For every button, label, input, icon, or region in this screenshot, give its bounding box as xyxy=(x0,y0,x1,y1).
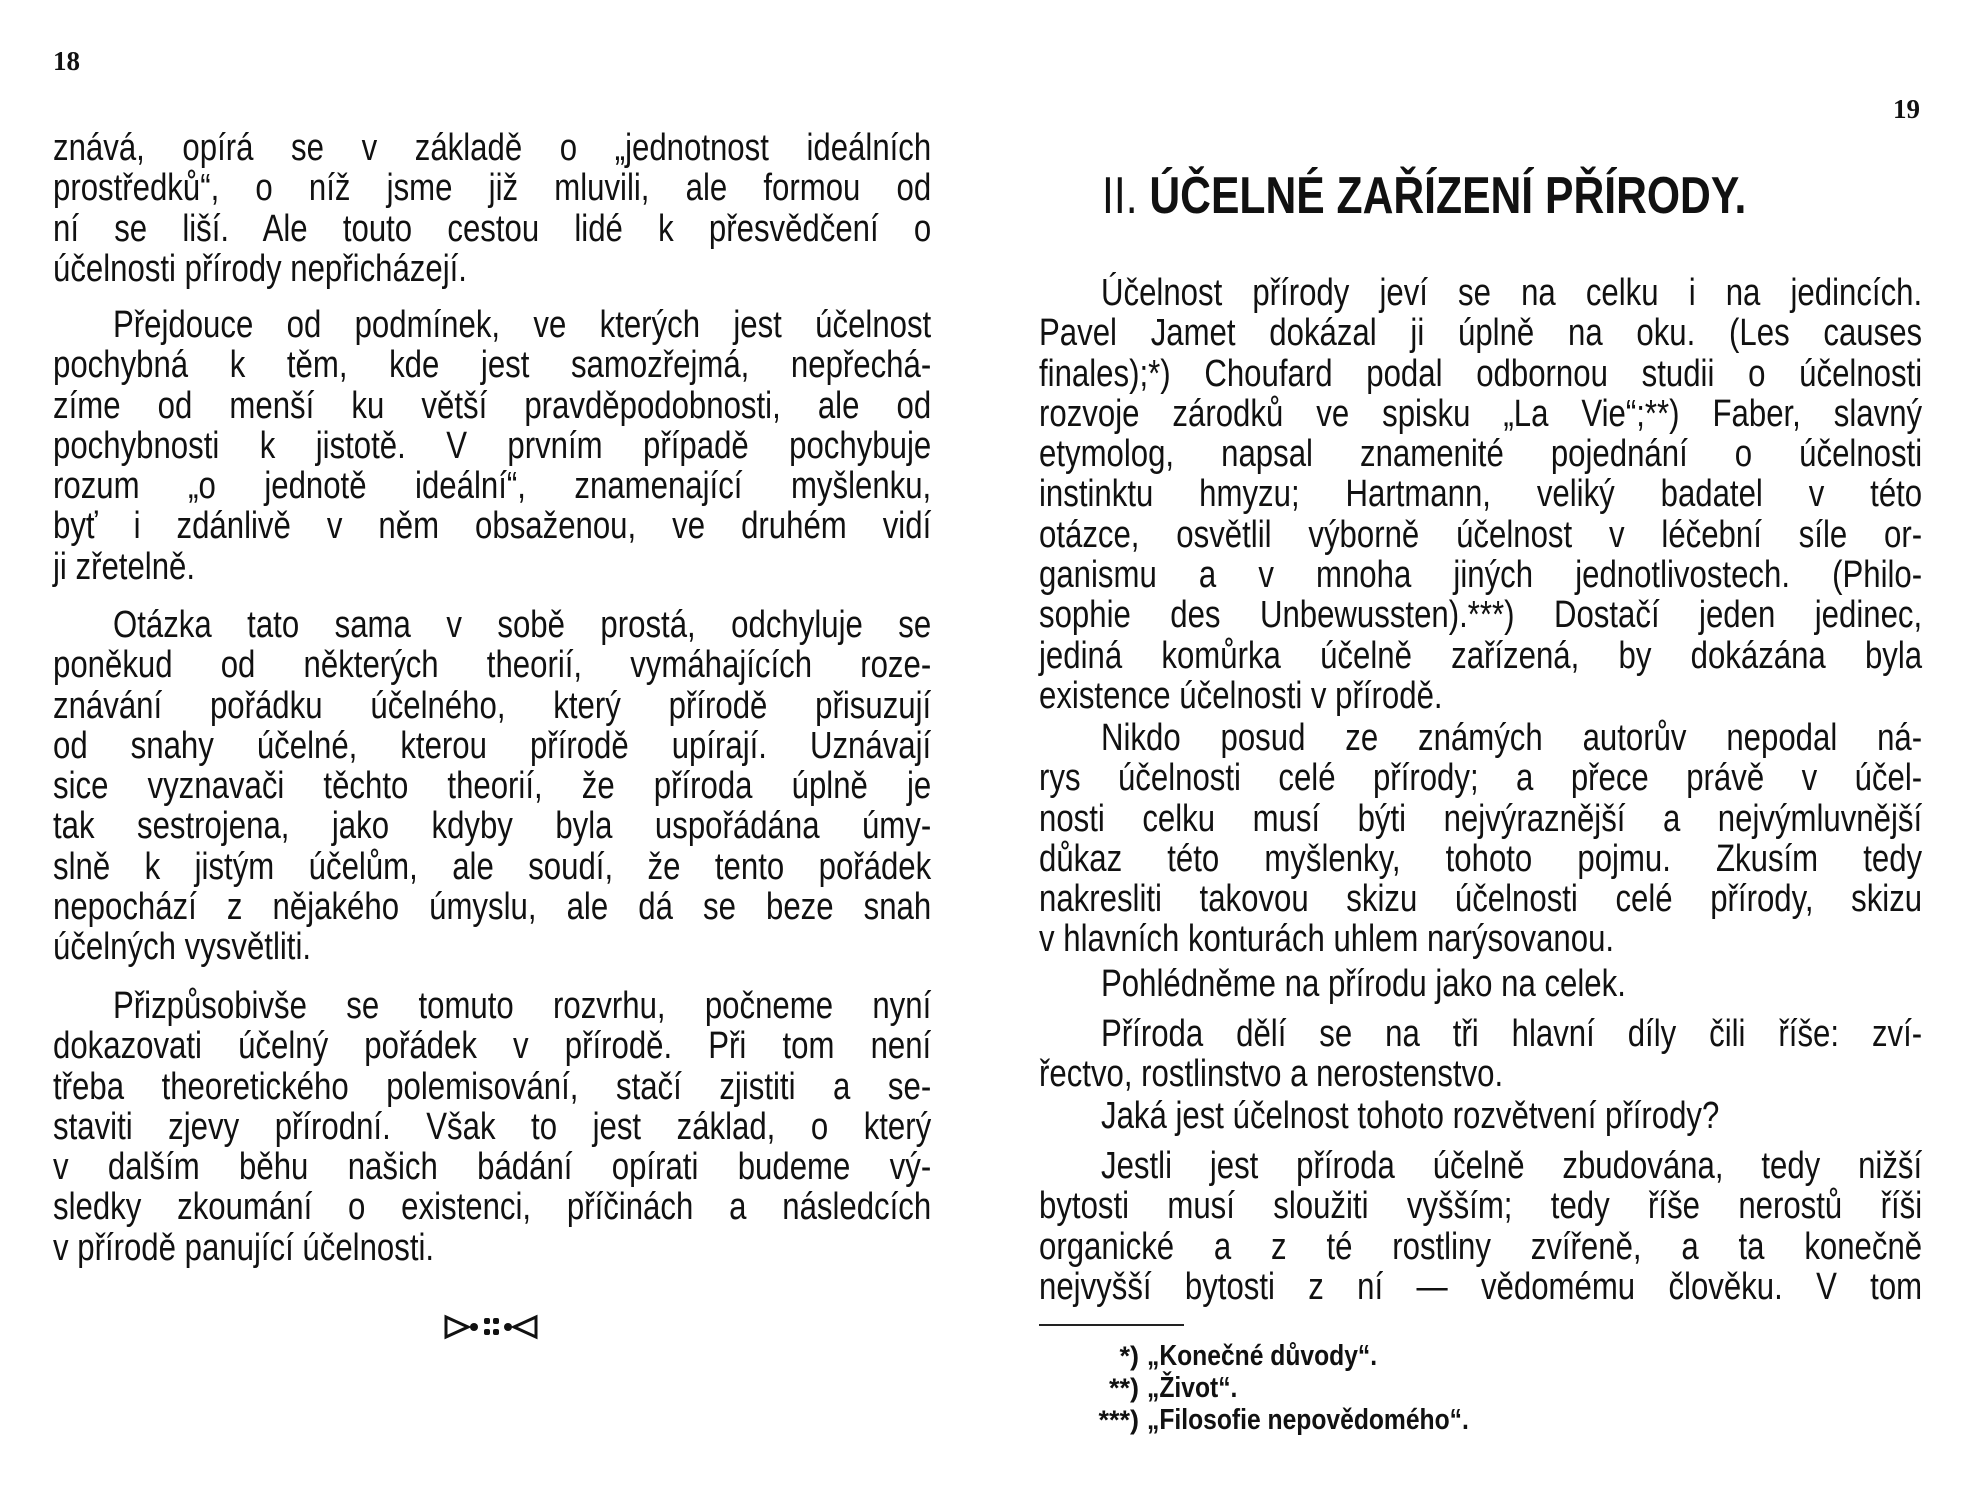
text-line-content: prostředků“, o níž jsme již mluvili, ale formou od xyxy=(53,167,932,210)
text-line-content: otázce, osvětlil výborně účelnost v léčební síle or- xyxy=(1039,513,1923,556)
text-line-content: nosti celku musí býti nejvýraznější a nejvýmluvnější xyxy=(1039,797,1923,840)
paragraph xyxy=(1039,964,1962,1004)
text-line xyxy=(53,1147,1124,1187)
paragraph xyxy=(1039,273,1962,716)
text-line-content: Přizpůsobivše se tomuto rozvrhu, počneme nyní xyxy=(112,985,932,1027)
text-line-content: sice vyznavači těchto theorií, že příroda úplně je xyxy=(53,765,932,808)
text-line-content: tak sestrojena, jako kdyby byla uspořádána úmy- xyxy=(53,805,932,848)
chapter-title: ÚČELNÉ ZAŘÍZENÍ PŘÍRODY. xyxy=(1149,167,1747,225)
text-line-content: v dalším běhu našich bádání opírati budeme vý- xyxy=(53,1146,932,1189)
text-line xyxy=(53,128,1124,168)
text-line xyxy=(53,887,1124,927)
text-line xyxy=(53,1026,1124,1066)
text-line-content: instinktu hmyzu; Hartmann, veliký badatel v této xyxy=(1039,473,1923,516)
text-line xyxy=(1039,839,1962,879)
text-line-content: staviti zjevy přírodní. Však to jest základ, o který xyxy=(53,1105,932,1148)
text-line xyxy=(1039,964,1962,1004)
text-line-content: v přírodě panující účelnosti. xyxy=(53,1226,435,1269)
text-line-content: rozvoje zárodků ve spisku „La Vie“;**) Faber, slavný xyxy=(1039,392,1923,435)
text-line-content: Jaká jest účelnost tohoto rozvětvení přírody? xyxy=(1100,1095,1720,1137)
text-line-content: od snahy účelné, kterou přírodě upírají. Uznávají xyxy=(53,724,932,767)
footnote xyxy=(1039,1340,1418,1372)
chapter-number: II. xyxy=(1102,167,1138,225)
paragraph xyxy=(1039,1146,1962,1307)
text-line xyxy=(53,547,1124,587)
text-line xyxy=(53,645,1124,685)
text-line xyxy=(1039,1014,1962,1054)
footnote-marker: ***) xyxy=(1098,1405,1139,1435)
text-line xyxy=(1039,394,1962,434)
chapter-heading xyxy=(1102,166,1856,226)
text-line xyxy=(1039,1186,1962,1226)
text-line xyxy=(53,305,1124,345)
text-line xyxy=(1039,273,1962,313)
text-line-content: nakresliti takovou skizu účelnosti celé přírody, skizu xyxy=(1039,878,1923,921)
text-line xyxy=(1039,1227,1962,1267)
text-line-content: byť i zdánlivě v něm obsaženou, ve druhém vidí xyxy=(53,505,932,548)
text-line xyxy=(1039,474,1962,514)
text-line xyxy=(1039,879,1962,919)
text-line xyxy=(53,466,1124,506)
text-line xyxy=(1039,555,1962,595)
footnote xyxy=(1039,1404,1526,1436)
paragraph xyxy=(53,128,1124,289)
text-line-content: znává, opírá se v základě o „jednotnost ideálních xyxy=(53,127,932,169)
text-line-content: účelných vysvětliti. xyxy=(53,926,312,969)
footnote-divider xyxy=(1039,1324,1184,1326)
text-line-content: poněkud od některých theorií, vymáhajících roze- xyxy=(53,644,932,687)
text-line xyxy=(53,426,1124,466)
text-line xyxy=(1039,718,1962,758)
paragraph xyxy=(53,605,1124,968)
text-line xyxy=(1039,1096,1962,1136)
text-line-content: účelnosti přírody nepřicházejí. xyxy=(53,247,467,290)
text-line xyxy=(53,766,1124,806)
text-line-content: v hlavních konturách uhlem narýsovanou. xyxy=(1039,918,1615,961)
text-line xyxy=(1039,354,1962,394)
footnote-text: „Život“. xyxy=(1147,1372,1238,1404)
text-line-content: rys účelnosti celé přírody; a přece právě v účel- xyxy=(1039,757,1923,800)
text-line xyxy=(53,506,1124,546)
page-number-right: 19 xyxy=(1893,94,1920,124)
text-line-content: Příroda dělí se na tři hlavní díly čili říše: zví- xyxy=(1100,1013,1923,1055)
text-line-content: Pavel Jamet dokázal ji úplně na oku. (Les causes xyxy=(1039,312,1923,355)
footnote xyxy=(1039,1372,1253,1404)
paragraph xyxy=(1039,718,1962,960)
text-line-content: Účelnost přírody jeví se na celku i na jedincích. xyxy=(1100,272,1923,314)
text-line xyxy=(53,1107,1124,1147)
text-line xyxy=(1039,676,1962,716)
text-line-content: rozum „o jednotě ideální“, znamenající myšlenku, xyxy=(53,465,932,508)
footnote-marker: *) xyxy=(1119,1341,1139,1371)
text-line xyxy=(1039,919,1962,959)
text-line xyxy=(1039,636,1962,676)
text-line xyxy=(53,806,1124,846)
paragraph xyxy=(53,986,1124,1268)
text-line xyxy=(1039,313,1962,353)
text-line-content: finales);*) Choufard podal odbornou studii o účelnosti xyxy=(1039,352,1923,395)
text-line xyxy=(53,209,1124,249)
text-line-content: Přejdouce od podmínek, ve kterých jest účelnost xyxy=(112,304,932,346)
text-line xyxy=(53,847,1124,887)
text-line xyxy=(1039,515,1962,555)
text-line-content: existence účelnosti v přírodě. xyxy=(1039,674,1443,717)
text-line-content: pochybnosti k jistotě. V prvním případě pochybuje xyxy=(53,424,932,467)
text-line xyxy=(53,249,1124,289)
footnote-marker: **) xyxy=(1108,1373,1139,1403)
text-line-content: jediná komůrka účelně zařízená, by dokázána byla xyxy=(1039,634,1923,677)
text-line-content: Jestli jest příroda účelně zbudována, tedy nižší xyxy=(1100,1145,1923,1187)
footnote-text: „Konečné důvody“. xyxy=(1147,1340,1378,1372)
text-line xyxy=(53,1067,1124,1107)
text-line xyxy=(1039,595,1962,635)
paragraph xyxy=(1039,1014,1962,1095)
text-line-content: organické a z té rostliny zvířeně, a ta konečně xyxy=(1039,1225,1923,1268)
text-line xyxy=(1039,1146,1962,1186)
text-line-content: ní se liší. Ale touto cestou lidé k přesvědčení o xyxy=(53,207,932,250)
text-line-content: pochybná k těm, kde jest samozřejmá, nepřechá- xyxy=(53,344,932,387)
footnote-text: „Filosofie nepovědomého“. xyxy=(1147,1404,1469,1436)
paragraph xyxy=(53,305,1124,587)
text-line-content: bytosti musí sloužiti vyšším; tedy říše nerostů říši xyxy=(1039,1185,1923,1228)
text-line xyxy=(53,927,1124,967)
text-line-content: třeba theoretického polemisování, stačí zjistiti a se- xyxy=(53,1065,932,1108)
text-line xyxy=(53,986,1124,1026)
text-line-content: znávání pořádku účelného, který přírodě přisuzují xyxy=(53,684,932,727)
text-line xyxy=(53,168,1124,208)
text-line-content: slně k jistým účelům, ale soudí, že tento pořádek xyxy=(53,845,932,888)
text-line-content: nejvyšší bytosti z ní — vědomému člověku. V tom xyxy=(1039,1265,1923,1308)
text-line xyxy=(53,605,1124,645)
text-line-content: důkaz této myšlenky, tohoto pojmu. Zkusím tedy xyxy=(1039,837,1923,880)
text-line-content: dokazovati účelný pořádek v přírodě. Při tom není xyxy=(53,1025,932,1068)
text-line-content: sledky zkoumání o existenci, příčinách a následcích xyxy=(53,1186,932,1229)
paragraph xyxy=(1039,1096,1962,1136)
text-line xyxy=(1039,758,1962,798)
section-end-ornament-icon xyxy=(442,1314,542,1340)
text-line xyxy=(1039,1267,1962,1307)
text-line-content: ganismu a v mnoha jiných jednotlivostech. (Philo- xyxy=(1039,554,1923,597)
text-line xyxy=(53,686,1124,726)
text-line xyxy=(1039,1054,1962,1094)
text-line xyxy=(53,1228,1124,1268)
text-line xyxy=(1039,799,1962,839)
text-line-content: Otázka tato sama v sobě prostá, odchyluje se xyxy=(112,604,932,646)
text-line-content: etymolog, napsal znamenité pojednání o účelnosti xyxy=(1039,433,1923,476)
text-line-content: nepochází z nějakého úmyslu, ale dá se beze snah xyxy=(53,886,932,929)
text-line-content: sophie des Unbewussten).***) Dostačí jeden jedinec, xyxy=(1039,594,1923,637)
text-line-content: řectvo, rostlinstvo a nerostenstvo. xyxy=(1039,1053,1504,1096)
text-line-content: ji zřetelně. xyxy=(53,545,196,588)
text-line xyxy=(53,726,1124,766)
text-line-content: Pohlédněme na přírodu jako na celek. xyxy=(1100,963,1626,1005)
text-line xyxy=(53,386,1124,426)
text-line xyxy=(1039,434,1962,474)
text-line-content: zíme od menší ku větší pravděpodobnosti, ale od xyxy=(53,384,932,427)
page-number-left: 18 xyxy=(53,46,80,76)
text-line xyxy=(53,1187,1124,1227)
text-line-content: Nikdo posud ze známých autorův nepodal ná- xyxy=(1100,717,1923,759)
text-line xyxy=(53,345,1124,385)
